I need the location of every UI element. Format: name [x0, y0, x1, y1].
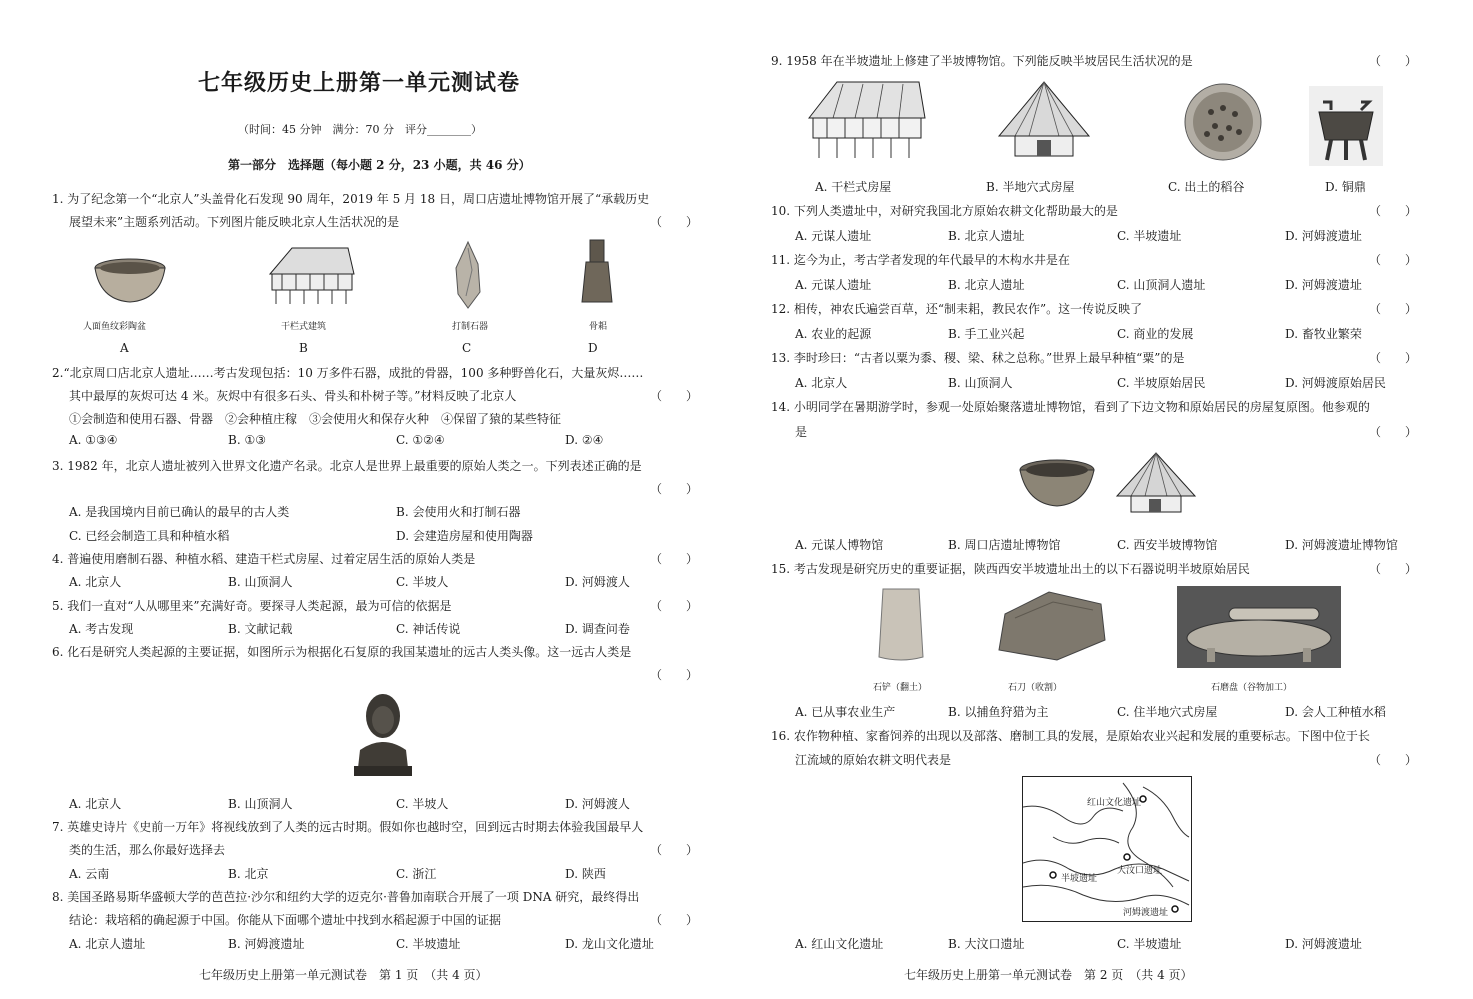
option-d[interactable]: D. 会人工种植水稻	[1285, 705, 1386, 719]
semi-subterranean-hut-drawing	[995, 78, 1093, 160]
option-b[interactable]: B. 大汶口遗址	[948, 937, 1025, 951]
stilt-house-drawing	[803, 78, 927, 160]
option-b[interactable]: B. 北京	[228, 867, 269, 881]
question-11-line1: 11. 迄今为止，考古学者发现的年代最早的木构水井是在	[771, 253, 1070, 267]
section-heading: 第一部分 选择题（每小题 2 分，23 小题，共 46 分）	[228, 158, 531, 172]
option-a[interactable]: A. 元谋人博物馆	[795, 538, 884, 552]
option-a[interactable]: A. 北京人	[795, 376, 848, 390]
option-a[interactable]: A. 元谋人遗址	[795, 229, 872, 243]
option-d[interactable]: D. 河姆渡人	[565, 797, 630, 811]
answer-paren[interactable]: （ ）	[1369, 753, 1418, 767]
option-a[interactable]: A. ①③④	[69, 433, 118, 447]
option-b[interactable]: B. ①③	[228, 433, 266, 447]
answer-paren[interactable]: （ ）	[650, 482, 699, 496]
map-label-hemudu: 河姆渡遗址	[1123, 908, 1169, 918]
option-b[interactable]: B. 会使用火和打制石器	[396, 505, 521, 519]
question-7-line2: 类的生活，那么你最好选择去	[69, 843, 226, 857]
option-d[interactable]: D. ②④	[565, 433, 604, 447]
question-6-line1: 6. 化石是研究人类起源的主要证据，如图所示为根据化石复原的我国某遗址的远古人类头像。这一远古人类是	[52, 645, 632, 659]
answer-paren[interactable]: （ ）	[1369, 351, 1418, 365]
question-14-line1: 14. 小明同学在暑期游学时，参观一处原始聚落遗址博物馆，看到了下边文物和原始居民的房屋复原图。他参观的	[771, 400, 1370, 414]
answer-paren[interactable]: （ ）	[1369, 302, 1418, 316]
stilt-house-drawing	[262, 244, 356, 306]
ancient-human-bust-image	[350, 690, 416, 778]
stone-shovel-image	[875, 585, 927, 665]
page-footer: 七年级历史上册第一单元测试卷 第 2 页 （共 4 页）	[904, 968, 1193, 982]
option-c[interactable]: C. 山顶洞人遗址	[1117, 278, 1206, 292]
option-b[interactable]: B. 河姆渡遗址	[228, 937, 305, 951]
option-c[interactable]: C. 半坡人	[396, 797, 449, 811]
map-label-dawenkou: 大汶口遗址	[1117, 866, 1163, 876]
option-d[interactable]: D. 河姆渡遗址博物馆	[1285, 538, 1398, 552]
option-c[interactable]: C. 半坡遗址	[396, 937, 461, 951]
question-1-line1: 1. 为了纪念第一个“北京人”头盖骨化石发现 90 周年，2019 年 5 月 18 日，周口店遗址博物馆开展了“承载历史	[52, 192, 650, 206]
option-c[interactable]: C. 神话传说	[396, 622, 461, 636]
option-b[interactable]: B. 文献记载	[228, 622, 293, 636]
question-2-line3: ①会制造和使用石器、骨器 ②会种植庄稼 ③会使用火和保存火种 ④保留了猿的某些特征	[69, 412, 562, 426]
stone-knife-image	[995, 588, 1109, 664]
option-b[interactable]: B. 半地穴式房屋	[986, 180, 1075, 194]
option-d[interactable]: D. 会建造房屋和使用陶器	[396, 529, 533, 543]
option-a[interactable]: A. 北京人	[69, 797, 122, 811]
question-12-line1: 12. 相传，神农氏遍尝百草，还“制耒耜，教民农作”。这一传说反映了	[771, 302, 1143, 316]
option-b[interactable]: B. 以捕鱼狩猎为主	[948, 705, 1049, 719]
image-caption-c: 打制石器	[452, 322, 489, 332]
question-8-line1: 8. 美国圣路易斯华盛顿大学的芭芭拉·沙尔和纽约大学的迈克尔·普鲁加南联合开展了一项 DNA 研究，最终得出	[52, 890, 640, 904]
option-a[interactable]: A. 是我国境内目前已确认的最早的古人类	[69, 505, 290, 519]
option-b[interactable]: B. 山顶洞人	[228, 797, 293, 811]
answer-paren[interactable]: （ ）	[650, 843, 699, 857]
image-letter-a: A	[120, 341, 129, 355]
option-d[interactable]: D. 河姆渡遗址	[1285, 937, 1362, 951]
option-d[interactable]: D. 铜鼎	[1325, 180, 1366, 194]
image-letter-d: D	[588, 341, 598, 355]
question-2-line2: 其中最厚的灰烬可达 4 米。灰烬中有很多石头、骨头和朴树子等。”材料反映了北京人	[69, 389, 517, 403]
option-c[interactable]: C. ①②④	[396, 433, 445, 447]
option-d[interactable]: D. 龙山文化遗址	[565, 937, 654, 951]
option-a[interactable]: A. 元谋人遗址	[795, 278, 872, 292]
excavated-rice-grains-image	[1183, 82, 1263, 162]
answer-paren[interactable]: （ ）	[650, 913, 699, 927]
image-caption-d: 骨耜	[589, 322, 608, 332]
question-3-line1: 3. 1982 年，北京人遗址被列入世界文化遗产名录。北京人是世界上最重要的原始人类之一。下列表述正确的是	[52, 459, 642, 473]
pottery-bowl-image	[1017, 458, 1097, 510]
option-a[interactable]: A. 北京人	[69, 575, 122, 589]
option-a[interactable]: A. 北京人遗址	[69, 937, 146, 951]
question-15-line1: 15. 考古发现是研究历史的重要证据，陕西西安半坡遗址出土的以下石器说明半坡原始居民	[771, 562, 1250, 576]
image-caption-grinding-slab: 石磨盘（谷物加工）	[1211, 683, 1293, 693]
answer-paren[interactable]: （ ）	[1369, 253, 1418, 267]
option-a[interactable]: A. 农业的起源	[795, 327, 872, 341]
question-16-line2: 江流域的原始农耕文明代表是	[795, 753, 952, 767]
answer-paren[interactable]: （ ）	[1369, 562, 1418, 576]
image-caption-a: 人面鱼纹彩陶盆	[83, 322, 147, 332]
question-7-line1: 7. 英雄史诗片《史前一万年》将视线放到了人类的远古时期。假如你也越时空，回到远古时期去体验我国最早人	[52, 820, 644, 834]
question-13-line1: 13. 李时珍曰：“古者以粟为黍、稷、梁、秫之总称。”世界上最早种植“粟”的是	[771, 351, 1185, 365]
option-d[interactable]: D. 调查问卷	[565, 622, 630, 636]
exam-meta: （时间：45 分钟 满分：70 分 评分________）	[238, 123, 482, 136]
exam-page-1	[0, 0, 736, 999]
exam-title: 七年级历史上册第一单元测试卷	[198, 70, 521, 96]
image-letter-b: B	[299, 341, 308, 355]
archaeological-site-map	[1022, 776, 1192, 922]
option-b[interactable]: B. 周口店遗址博物馆	[948, 538, 1061, 552]
option-d[interactable]: D. 畜牧业繁荣	[1285, 327, 1362, 341]
map-label-banpo: 半坡遗址	[1061, 874, 1098, 884]
option-b[interactable]: B. 山顶洞人	[948, 376, 1013, 390]
option-c[interactable]: C. 半坡人	[396, 575, 449, 589]
option-c[interactable]: C. 商业的发展	[1117, 327, 1194, 341]
option-a[interactable]: A. 干栏式房屋	[815, 180, 892, 194]
option-b[interactable]: B. 北京人遗址	[948, 278, 1025, 292]
painted-pottery-basin-image	[92, 256, 168, 306]
answer-paren[interactable]: （ ）	[650, 552, 699, 566]
question-4-line1: 4. 普遍使用磨制石器、种植水稻、建造干栏式房屋、过着定居生活的原始人类是	[52, 552, 476, 566]
option-c[interactable]: C. 半坡遗址	[1117, 229, 1182, 243]
option-a[interactable]: A. 红山文化遗址	[795, 937, 884, 951]
chipped-stone-tool-image	[452, 240, 484, 310]
question-9-line1: 9. 1958 年在半坡遗址上修建了半坡博物馆。下列能反映半坡居民生活状况的是	[771, 54, 1193, 68]
option-c[interactable]: C. 半坡原始居民	[1117, 376, 1206, 390]
answer-paren[interactable]: （ ）	[650, 668, 699, 682]
option-c[interactable]: C. 西安半坡博物馆	[1117, 538, 1218, 552]
option-a[interactable]: A. 已从事农业生产	[795, 705, 896, 719]
option-d[interactable]: D. 河姆渡原始居民	[1285, 376, 1386, 390]
bone-spade-image	[578, 238, 616, 306]
image-caption-stone-shovel: 石铲（翻土）	[873, 683, 928, 693]
map-label-hongshan: 红山文化遗址	[1087, 798, 1142, 808]
option-a[interactable]: A. 考古发现	[69, 622, 134, 636]
option-b[interactable]: B. 北京人遗址	[948, 229, 1025, 243]
option-b[interactable]: B. 山顶洞人	[228, 575, 293, 589]
page-footer: 七年级历史上册第一单元测试卷 第 1 页 （共 4 页）	[199, 968, 488, 982]
question-1-line2: 展望未来”主题系列活动。下列图片能反映北京人生活状况的是	[69, 215, 400, 229]
option-d[interactable]: D. 陕西	[565, 867, 606, 881]
answer-paren[interactable]: （ ）	[1369, 54, 1418, 68]
question-8-line2: 结论：栽培稻的确起源于中国。你能从下面哪个遗址中找到水稻起源于中国的证据	[69, 913, 502, 927]
option-d[interactable]: D. 河姆渡人	[565, 575, 630, 589]
answer-paren[interactable]: （ ）	[650, 599, 699, 613]
option-c[interactable]: C. 出土的稻谷	[1168, 180, 1245, 194]
question-14-line2: 是	[795, 425, 808, 439]
answer-paren[interactable]: （ ）	[650, 215, 699, 229]
bronze-ding-image	[1309, 86, 1383, 166]
option-d[interactable]: D. 河姆渡遗址	[1285, 278, 1362, 292]
image-caption-b: 干栏式建筑	[281, 322, 327, 332]
image-letter-c: C	[462, 341, 472, 355]
question-2-line1: 2.“北京周口店北京人遗址……考古发现包括：10 万多件石器，成批的骨器，100 多种野兽化石，大量灰烬……	[52, 366, 644, 380]
option-a[interactable]: A. 云南	[69, 867, 110, 881]
answer-paren[interactable]: （ ）	[650, 389, 699, 403]
question-5-line1: 5. 我们一直对“人从哪里来”充满好奇。要探寻人类起源，最为可信的依据是	[52, 599, 452, 613]
grinding-slab-image	[1177, 586, 1341, 668]
question-16-line1: 16. 农作物种植、家畜饲养的出现以及部落、磨制工具的发展，是原始农业兴起和发展的重要标志。下图中位于长	[771, 729, 1370, 743]
question-10-line1: 10. 下列人类遗址中，对研究我国北方原始农耕文化帮助最大的是	[771, 204, 1118, 218]
image-caption-stone-knife: 石刀（收割）	[1008, 683, 1063, 693]
answer-paren[interactable]: （ ）	[1369, 425, 1418, 439]
option-c[interactable]: C. 半坡遗址	[1117, 937, 1182, 951]
thatched-hut-drawing	[1113, 450, 1199, 516]
option-c[interactable]: C. 已经会制造工具和种植水稻	[69, 529, 230, 543]
option-d[interactable]: D. 河姆渡遗址	[1285, 229, 1362, 243]
option-c[interactable]: C. 住半地穴式房屋	[1117, 705, 1218, 719]
option-c[interactable]: C. 浙江	[396, 867, 437, 881]
exam-page-2	[737, 0, 1473, 999]
answer-paren[interactable]: （ ）	[1369, 204, 1418, 218]
option-b[interactable]: B. 手工业兴起	[948, 327, 1025, 341]
